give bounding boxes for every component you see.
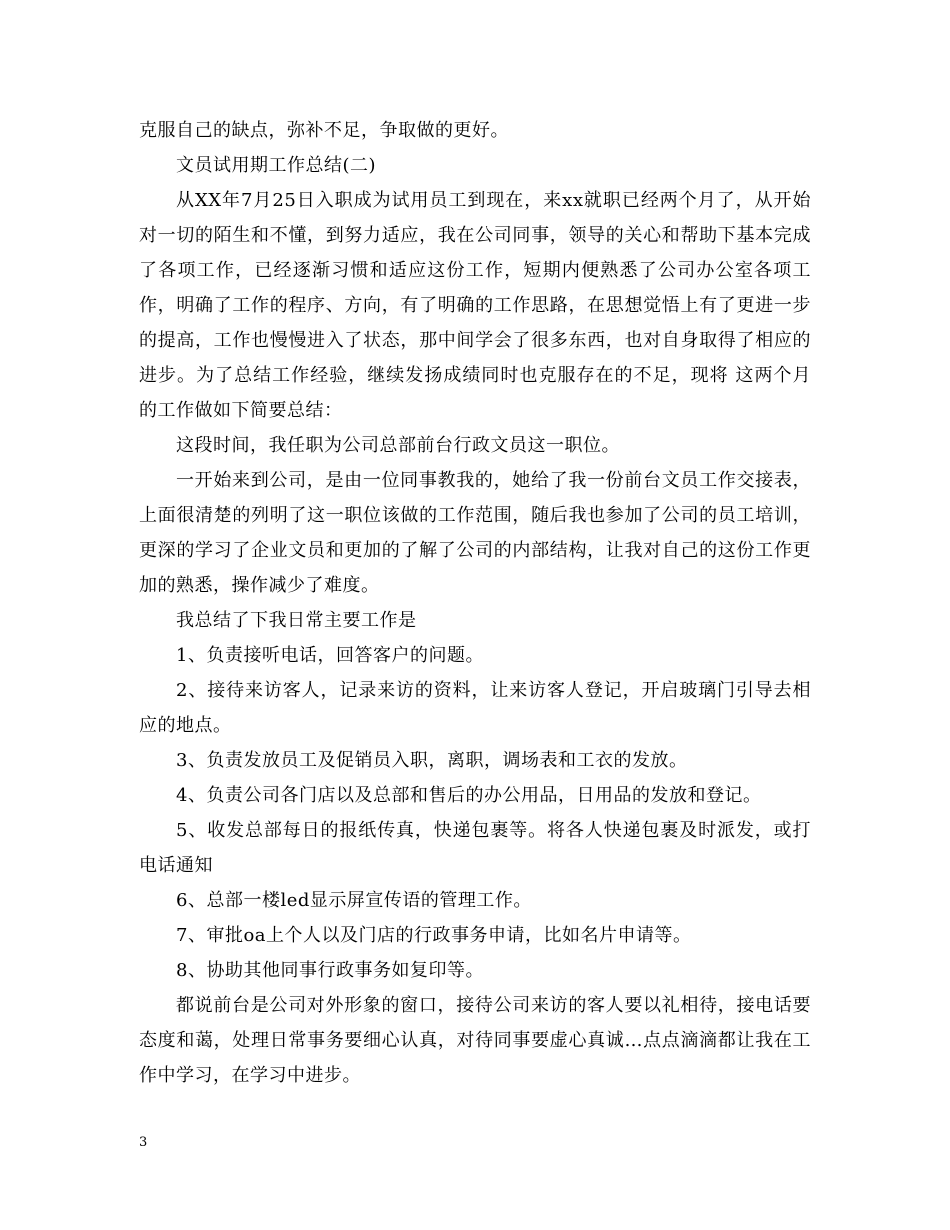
paragraph-onboarding: 一开始来到公司，是由一位同事教我的，她给了我一份前台文员工作交接表，上面很清楚的列明了这一职位该做的工作范围，随后我也参加了公司的员工培训，更深的学习了企业文员和更加的了解了公司的内部结构，让我对自己的这份工作更加的熟悉，操作减少了难度。 xyxy=(139,470,811,596)
duty-item: 5、收发总部每日的报纸传真，快递包裹等。将各人快递包裹及时派发，或打电话通知 xyxy=(139,820,811,876)
paragraph-continuation: 克服自己的缺点，弥补不足，争取做的更好。 xyxy=(139,120,509,141)
duty-item: 3、负责发放员工及促销员入职，离职，调场表和工衣的发放。 xyxy=(176,750,688,771)
paragraph-duties-intro: 我总结了下我日常主要工作是 xyxy=(176,610,417,631)
duty-item: 6、总部一楼led显示屏宣传语的管理工作。 xyxy=(176,890,532,911)
paragraph-intro: 从XX年7月25日入职成为试用员工到现在，来xx就职已经两个月了，从开始对一切的陌生和不懂，到努力适应，我在公司同事，领导的关心和帮助下基本完成了各项工作，已经逐渐习惯和适应这份工作，短期内便熟悉了公司办公室各项工作，明确了工作的程序、方向，有了明确的工作思路，在思想觉悟上有了更进一步的提高，工作也慢慢进入了状态，那中间学会了很多东西，也对自身取得了相应的进步。为了总结工作经验，继续发扬成绩同时也克服存在的不足，现将 这两个月的工作做如下简要总结： xyxy=(139,190,811,421)
duty-item: 7、审批oa上个人以及门店的行政事务申请，比如名片申请等。 xyxy=(176,925,692,946)
section-heading: 文员试用期工作总结(二) xyxy=(176,155,377,176)
duty-item: 4、负责公司各门店以及总部和售后的办公用品，日用品的发放和登记。 xyxy=(176,785,762,806)
duty-item: 2、接待来访客人，记录来访的资料，让来访客人登记，开启玻璃门引导去相应的地点。 xyxy=(139,680,811,736)
document-body xyxy=(139,113,811,1093)
duty-item: 1、负责接听电话，回答客户的问题。 xyxy=(176,645,484,666)
duty-item: 8、协助其他同事行政事务如复印等。 xyxy=(176,960,484,981)
page-number: 3 xyxy=(139,1135,148,1150)
paragraph-conclusion: 都说前台是公司对外形象的窗口，接待公司来访的客人要以礼相待，接电话要态度和蔼，处理日常事务要细心认真，对待同事要虚心真诚…点点滴滴都让我在工作中学习，在学习中进步。 xyxy=(139,995,811,1086)
paragraph-position: 这段时间，我任职为公司总部前台行政文员这一职位。 xyxy=(176,435,620,456)
